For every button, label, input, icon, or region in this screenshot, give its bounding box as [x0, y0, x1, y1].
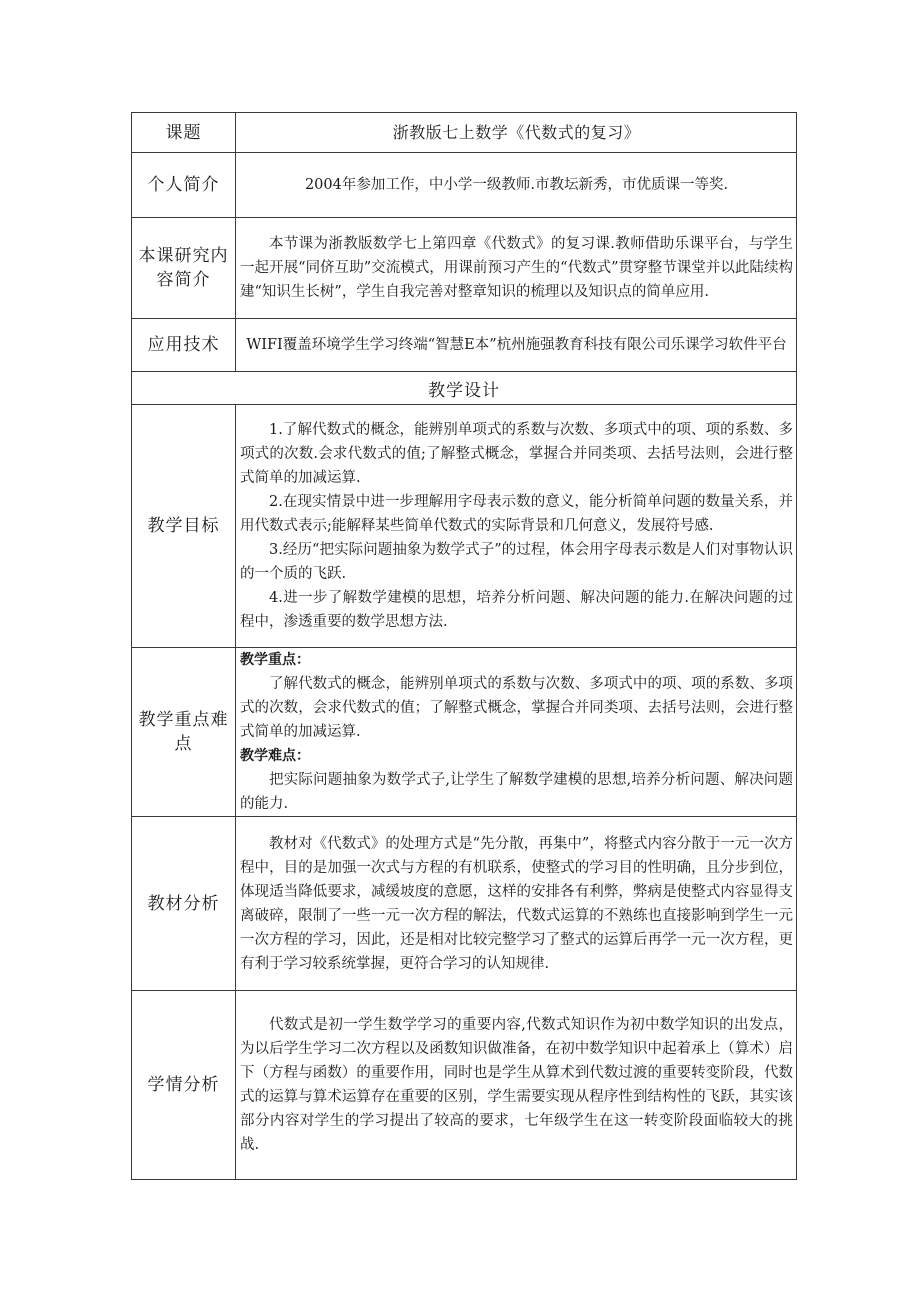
- value-key-difficult-points: [236, 648, 797, 817]
- row-key-difficult-points: [132, 648, 797, 817]
- key-points-text: 了解代数式的概念，能辨别单项式的系数与次数、多项式中的项、项的系数、多项式的次数，会求代数式的值；了解整式概念，掌握合并同类项、去括号法则，会进行整式简单的加减运算.: [240, 676, 793, 740]
- goal-item: 2.在现实情景中进一步理解用字母表示数的意义，能分析简单问题的数量关系，并用代数式表示;能解释某些简单代数式的实际背景和几何意义，发展符号感.: [240, 494, 793, 534]
- label-applied-tech: 应用技术: [132, 319, 236, 372]
- section-teaching-design: 教学设计: [132, 372, 797, 405]
- value-learner-analysis: [236, 991, 797, 1180]
- row-personal-intro: [132, 153, 797, 218]
- difficult-points-text: 把实际问题抽象为数学式子,让学生了解数学建模的思想,培养分析问题、解决问题的能力.: [240, 772, 793, 812]
- value-personal-intro: 2004年参加工作，中小学一级教师.市教坛新秀，市优质课一等奖.: [236, 153, 797, 218]
- value-applied-tech: WIFI覆盖环境学生学习终端“智慧E本”杭州施强教育科技有限公司乐课学习软件平台: [236, 319, 797, 372]
- row-title: [132, 113, 797, 153]
- row-teaching-goals: [132, 405, 797, 648]
- value-material-analysis: [236, 817, 797, 991]
- key-points-heading: 教学重点：: [240, 652, 310, 668]
- learner-paragraph: 代数式是初一学生数学学习的重要内容,代数式知识作为初中数学知识的出发点，为以后学生学习二次方程以及函数知识做准备，在初中数学知识中起着承上（算术）启下（方程与函数）的重要作用，同时也是学生从算术到代数过渡的重要转变阶段，代数式的运算与算术运算存在重要的区别，学生需要实现从程序性到结构性的飞跃，其实该部分内容对学生的学习提出了较高的要求，七年级学生在这一转变阶段面临较大的挑战.: [240, 1017, 793, 1153]
- row-learner-analysis: [132, 991, 797, 1180]
- value-teaching-goals: [236, 405, 797, 648]
- row-teaching-design: [132, 372, 797, 405]
- label-research-content: 本课研究内容简介: [132, 218, 236, 319]
- lesson-plan-table: [131, 112, 797, 1180]
- goal-item: 1.了解代数式的概念，能辨别单项式的系数与次数、多项式中的项、项的系数、多项式的次数.会求代数式的值;了解整式概念，掌握合并同类项、去括号法则，会进行整式简单的加减运算.: [240, 422, 793, 486]
- row-applied-tech: [132, 319, 797, 372]
- label-key-difficult-points: 教学重点难点: [132, 648, 236, 817]
- value-research-content: [236, 218, 797, 319]
- value-title: 浙教版七上数学《代数式的复习》: [236, 113, 797, 153]
- row-research-content: [132, 218, 797, 319]
- research-paragraph: 本节课为浙教版数学七上第四章《代数式》的复习课.教师借助乐课平台，与学生一起开展“同侪互助”交流模式，用课前预习产生的“代数式”贯穿整节课堂并以此陆续构建“知识生长树”，学生自我完善对整章知识的梳理以及知识点的简单应用.: [240, 236, 793, 300]
- material-paragraph: 教材对《代数式》的处理方式是“先分散，再集中”，将整式内容分散于一元一次方程中，目的是加强一次式与方程的有机联系，使整式的学习目的性明确，且分步到位，体现适当降低要求，减缓坡度的意愿，这样的安排各有利弊，弊病是使整式内容显得支离破碎，限制了一些一元一次方程的解法，代数式运算的不熟练也直接影响到学生一元一次方程的学习，因此，还是相对比较完整学习了整式的运算后再学一元一次方程，更有利于学习较系统掌握，更符合学习的认知规律.: [240, 835, 793, 972]
- goal-item: 3.经历“把实际问题抽象为数学式子”的过程，体会用字母表示数是人们对事物认识的一个质的飞跃.: [240, 542, 793, 582]
- difficult-points-heading: 教学难点：: [240, 748, 310, 764]
- label-material-analysis: 教材分析: [132, 817, 236, 991]
- label-title: 课题: [132, 113, 236, 153]
- label-learner-analysis: 学情分析: [132, 991, 236, 1180]
- label-personal-intro: 个人简介: [132, 153, 236, 218]
- row-material-analysis: [132, 817, 797, 991]
- goal-item: 4.进一步了解数学建模的思想，培养分析问题、解决问题的能力.在解决问题的过程中，渗透重要的数学思想方法.: [240, 590, 793, 630]
- label-teaching-goals: 教学目标: [132, 405, 236, 648]
